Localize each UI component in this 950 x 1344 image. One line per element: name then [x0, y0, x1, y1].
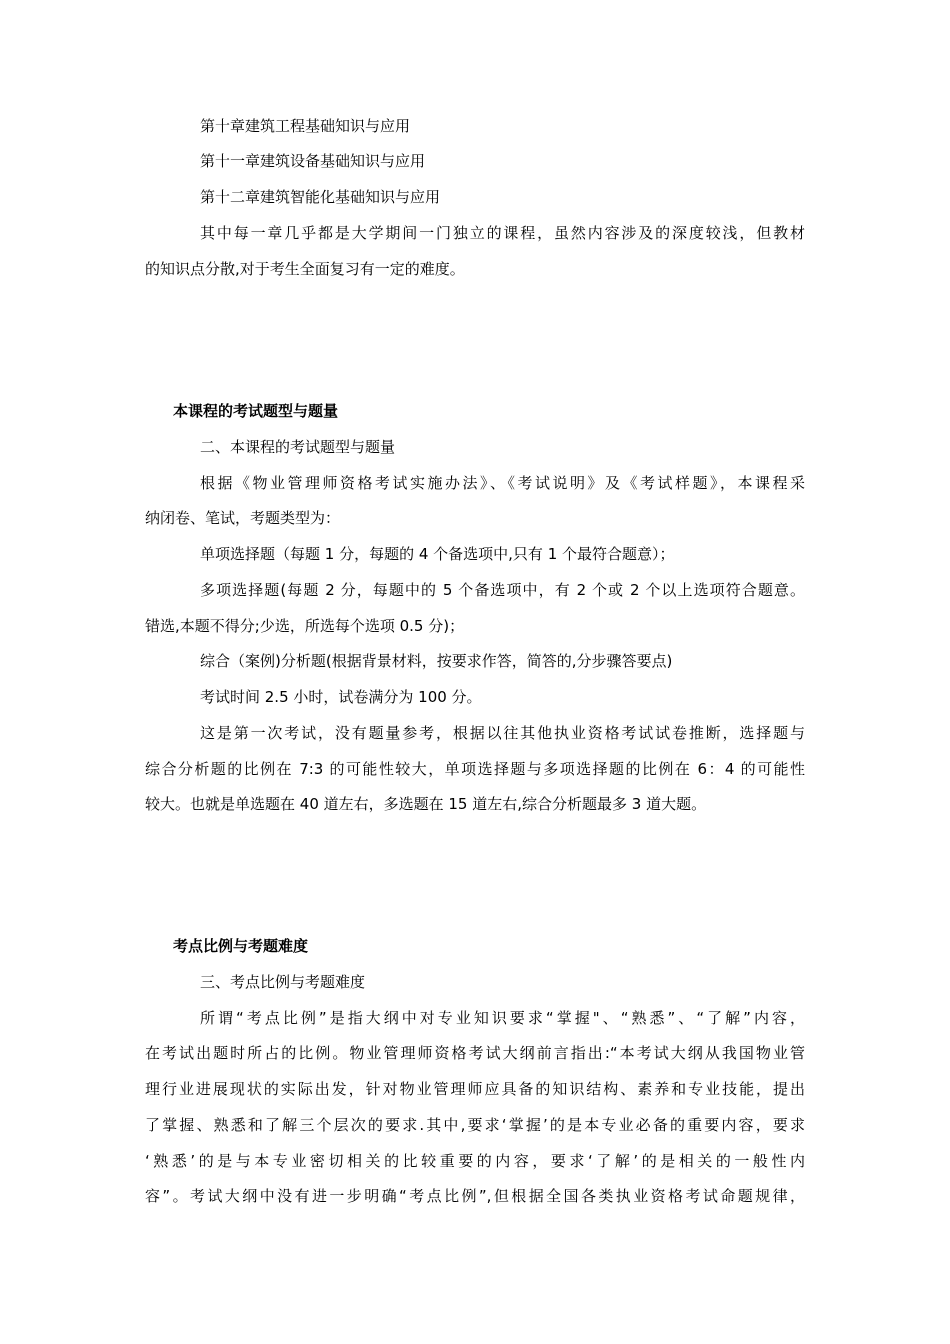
- paragraph-line: 单项选择题（每题 1 分，每题的 4 个备选项中,只有 1 个最符合题意）；: [200, 545, 675, 563]
- paragraph-line: 考试时间 2.5 小时，试卷满分为 100 分。: [200, 688, 482, 706]
- paragraph-line: 综合分析题的比例在 7:3 的可能性较大，单项选择题与多项选择题的比例在 6：4 的可能性: [145, 760, 805, 778]
- section-subheading: 二、本课程的考试题型与题量: [200, 438, 396, 456]
- chapter-11-line: 第十一章建筑设备基础知识与应用: [200, 152, 426, 170]
- section-heading: 考点比例与考题难度: [173, 937, 309, 955]
- chapter-10-line: 第十章建筑工程基础知识与应用: [200, 117, 411, 135]
- paragraph-line: 其中每一章几乎都是大学期间一门独立的课程，虽然内容涉及的深度较浅，但教材: [200, 224, 805, 242]
- paragraph-line: 错选,本题不得分;少选，所选每个选项 0.5 分)；: [145, 617, 465, 635]
- paragraph-line: 的知识点分散,对于考生全面复习有一定的难度。: [145, 260, 465, 278]
- section-heading: 本课程的考试题型与题量: [173, 402, 339, 420]
- paragraph-line: 纳闭卷、笔试，考题类型为：: [145, 509, 341, 527]
- chapter-12-line: 第十二章建筑智能化基础知识与应用: [200, 188, 441, 206]
- paragraph-line: 较大。也就是单选题在 40 道左右，多选题在 15 道左右,综合分析题最多 3 道大题。: [145, 795, 707, 813]
- paragraph-line: 了掌握、熟悉和了解三个层次的要求.其中,要求‘掌握’的是本专业必备的重要内容，要求: [145, 1116, 805, 1134]
- paragraph-line: 根据《物业管理师资格考试实施办法》、《考试说明》及《考试样题》，本课程采: [200, 474, 805, 492]
- paragraph-line: 容”。考试大纲中没有进一步明确“考点比例”,但根据全国各类执业资格考试命题规律，: [145, 1187, 805, 1205]
- paragraph-line: 综合（案例)分析题(根据背景材料，按要求作答，简答的,分步骤答要点): [200, 652, 673, 670]
- paragraph-line: ‘熟悉’的是与本专业密切相关的比较重要的内容，要求‘了解’的是相关的一般性内: [145, 1152, 805, 1170]
- paragraph-line: 所谓“考点比例”是指大纲中对专业知识要求“掌握"、“熟悉”、“了解”内容，: [200, 1009, 805, 1027]
- paragraph-line: 多项选择题(每题 2 分，每题中的 5 个备选项中，有 2 个或 2 个以上选项符合题意。: [200, 581, 805, 599]
- paragraph-line: 这是第一次考试，没有题量参考，根据以往其他执业资格考试试卷推断，选择题与: [200, 724, 805, 742]
- paragraph-line: 理行业进展现状的实际出发，针对物业管理师应具备的知识结构、素养和专业技能，提出: [145, 1080, 805, 1098]
- paragraph-line: 在考试出题时所占的比例。物业管理师资格考试大纲前言指出:“本考试大纲从我国物业管: [145, 1044, 805, 1062]
- section-subheading: 三、考点比例与考题难度: [200, 973, 366, 991]
